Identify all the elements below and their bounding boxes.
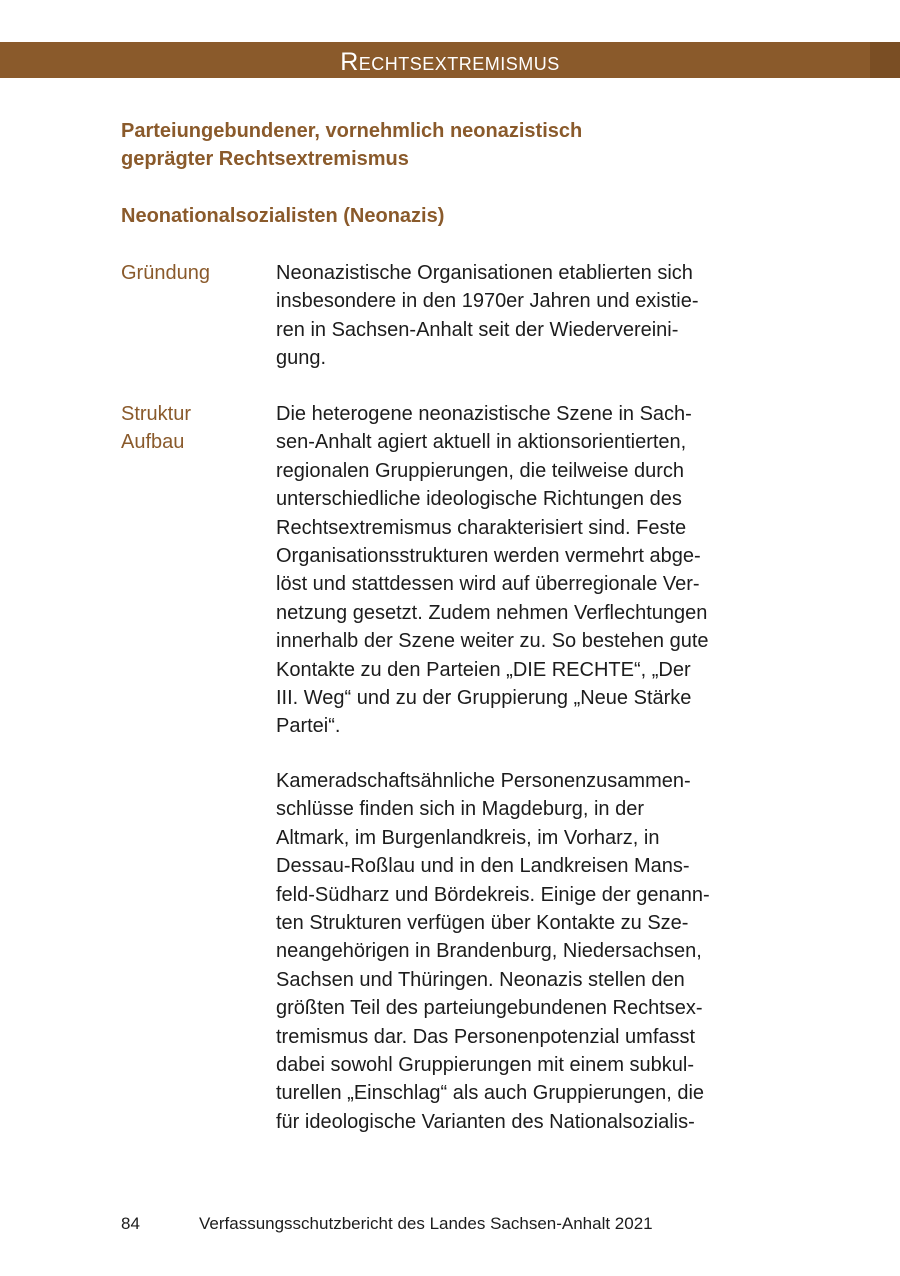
text-line: sen-Anhalt agiert aktuell in aktionsorientierten, <box>276 431 687 454</box>
text-line: ren in Sachsen-Anhalt seit der Wiedervereini- <box>276 318 679 341</box>
section-title <box>121 117 741 173</box>
text-line: insbesondere in den 1970er Jahren und existie- <box>276 290 699 313</box>
text-line: Rechtsextremismus charakterisiert sind. Feste <box>276 516 687 539</box>
text-line: dabei sowohl Gruppierungen mit einem subkul- <box>276 1054 695 1077</box>
text-line: regionalen Gruppierungen, die teilweise durch <box>276 459 685 482</box>
text-line: für ideologische Varianten des Nationalsozialis- <box>276 1110 695 1133</box>
text-line: Sachsen und Thüringen. Neonazis stellen den <box>276 968 685 991</box>
chapter-title: Rechtsextremismus <box>340 48 560 76</box>
entry-text-continuation <box>276 767 796 1136</box>
text-line: gung. <box>276 347 327 370</box>
text-line: Kontakte zu den Parteien „DIE RECHTE“, „Der <box>276 658 691 681</box>
entry-label-line: Struktur <box>121 403 192 425</box>
text-line: tremismus dar. Das Personenpotenzial umfasst <box>276 1025 696 1048</box>
text-line: netzung gesetzt. Zudem nehmen Verflechtungen <box>276 601 708 624</box>
text-line: unterschiedliche ideologische Richtungen des <box>276 488 682 511</box>
text-line: innerhalb der Szene weiter zu. So bestehen gute <box>276 630 709 653</box>
footer-text: Verfassungsschutzbericht des Landes Sachsen-Anhalt 2021 <box>199 1214 653 1233</box>
text-line: Neonazistische Organisationen etablierten sich <box>276 262 693 284</box>
entry-label-line: Aufbau <box>121 431 185 454</box>
page-number: 84 <box>121 1214 140 1233</box>
entry-text-gruendung <box>276 259 796 373</box>
text-line: Kameradschaftsähnliche Personenzusammen- <box>276 770 691 792</box>
text-line: turellen „Einschlag“ als auch Gruppierungen, die <box>276 1082 705 1105</box>
text-line: Partei“. <box>276 715 341 738</box>
text-line: III. Weg“ und zu der Gruppierung „Neue Stärke <box>276 687 692 710</box>
section-title-line: Parteiungebundener, vornehmlich neonazistisch <box>121 120 583 142</box>
text-line: löst und stattdessen wird auf überregionale Ver- <box>276 573 700 596</box>
text-line: Die heterogene neonazistische Szene in Sach- <box>276 403 692 425</box>
entry-label-gruendung <box>121 259 261 287</box>
text-line: neangehörigen in Brandenburg, Niedersachsen, <box>276 940 702 963</box>
entry-label-line: Gründung <box>121 262 210 284</box>
text-line: ten Strukturen verfügen über Kontakte zu Sze- <box>276 912 689 935</box>
text-line: größten Teil des parteiungebundenen Rechtsex- <box>276 997 703 1020</box>
entry-label-struktur <box>121 400 261 457</box>
text-line: Organisationsstrukturen werden vermehrt abge- <box>276 545 701 568</box>
text-line: schlüsse finden sich in Magdeburg, in der <box>276 798 644 821</box>
text-line: feld-Südharz und Bördekreis. Einige der genann- <box>276 883 710 906</box>
text-line: Altmark, im Burgenlandkreis, im Vorharz, in <box>276 826 660 849</box>
entry-text-struktur <box>276 400 796 741</box>
section-title-line: geprägter Rechtsextremismus <box>121 148 409 170</box>
subsection-title: Neonationalsozialisten (Neonazis) <box>121 205 445 227</box>
text-line: Dessau-Roßlau und in den Landkreisen Mans- <box>276 855 690 878</box>
